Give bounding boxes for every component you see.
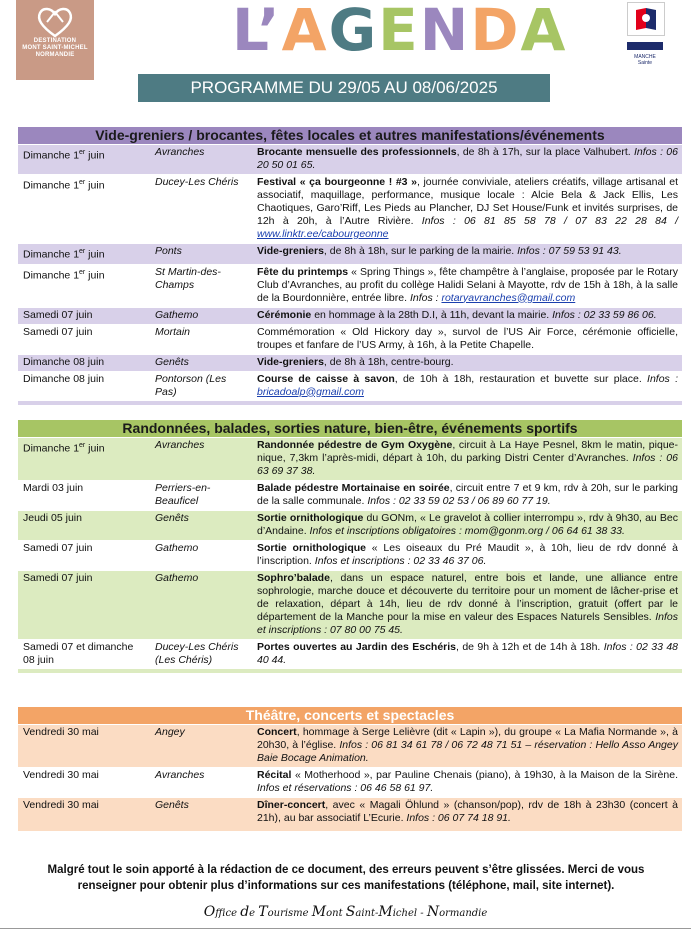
- events-table: [18, 437, 682, 669]
- section-title: Randonnées, balades, sorties nature, bien-être, événements sportifs: [18, 420, 682, 437]
- event-place: Avranches: [151, 438, 253, 481]
- event-description: [253, 175, 682, 244]
- event-info: Infos :: [647, 372, 678, 385]
- event-link[interactable]: www.linktr.ee/cabourgeonne: [257, 228, 389, 240]
- event-name: Randonnée pédestre de Gym Oxygène: [257, 439, 453, 451]
- event-info: Infos : 02 33 48 40 44.: [257, 641, 678, 666]
- table-row: [18, 640, 682, 670]
- event-info: Infos et inscriptions : 02 33 46 37 06.: [314, 555, 487, 567]
- table-row: [18, 175, 682, 244]
- event-details: , de 9h à 12h et de 14h à 18h.: [456, 641, 604, 653]
- title-letter: G: [328, 0, 379, 64]
- event-name: Course de caisse à savon: [257, 372, 395, 385]
- event-date: Vendredi 30 mai: [18, 725, 151, 768]
- table-row: [18, 264, 682, 307]
- event-info: Infos : 02 33 59 86 06.: [552, 308, 657, 321]
- event-info: Infos : 06 81 34 61 78 / 06 72 48 71 51 – réservation : Hello Asso Angey Baie Bocage Animation.: [257, 739, 678, 764]
- event-date: Vendredi 30 mai: [18, 798, 151, 828]
- event-place: Avranches: [151, 768, 253, 798]
- table-row: [18, 481, 682, 511]
- event-name: Concert: [257, 726, 297, 738]
- section-spectacles: [18, 707, 682, 831]
- event-date: Dimanche 08 juin: [18, 354, 151, 371]
- event-name: Balade pédestre Mortainaise en soirée: [257, 482, 450, 494]
- title-letter: ’: [257, 0, 282, 64]
- event-place: St Martin-des-Champs: [151, 264, 253, 307]
- event-name: Sophro’balade: [257, 572, 330, 584]
- events-table: [18, 724, 682, 827]
- event-date: Jeudi 05 juin: [18, 511, 151, 541]
- event-place: Gathemo: [151, 541, 253, 571]
- table-row: [18, 438, 682, 481]
- event-description: [253, 571, 682, 640]
- event-description: [253, 354, 682, 371]
- section-title: Vide-greniers / brocantes, fêtes locales et autres manifestations/événements: [18, 127, 682, 144]
- event-date: Dimanche 08 juin: [18, 371, 151, 401]
- event-description: [253, 145, 682, 175]
- partner-logos: [627, 2, 667, 80]
- section-randonnees: [18, 420, 682, 673]
- title-letter: E: [378, 0, 420, 64]
- event-description: [253, 725, 682, 768]
- section-end-bar: [18, 401, 682, 405]
- event-name: Vide-greniers: [257, 355, 324, 368]
- event-description: [253, 324, 682, 354]
- table-row: [18, 324, 682, 354]
- event-name: Festival « ça bourgeonne ! #3 »: [257, 176, 417, 188]
- event-details: « Spring Things », fête champêtre à l’anglaise, proposée par le Rotary Club d’Avranches, au profit du collège Halidi Selani à Mayotte, rdv de 15h à 18h, à la salle de la Bourdonnière, entrée libre.: [257, 265, 678, 304]
- event-details: du GONm, « Le gravelot à collier interrompu », rdv à 9h30, au Bec d’Andaine.: [257, 512, 678, 537]
- event-place: Genêts: [151, 511, 253, 541]
- event-info: Infos et inscriptions : 07 80 00 75 45.: [257, 611, 678, 636]
- event-place: Ponts: [151, 244, 253, 265]
- logo-line-1: DESTINATION: [33, 38, 77, 44]
- event-info: Infos :: [409, 291, 442, 304]
- disclaimer: Malgré tout le soin apporté à la rédaction de ce document, des erreurs peuvent s’être glissées. Merci de vous renseigner pour obtenir plus d’informations sur ces manifestations (téléphone, mail, site internet).: [47, 864, 645, 892]
- event-name: Sortie ornithologique: [257, 512, 364, 524]
- event-place: Avranches: [151, 145, 253, 175]
- section-end-bar: [18, 827, 682, 831]
- event-name: Fête du printemps: [257, 265, 349, 278]
- event-description: [253, 768, 682, 798]
- table-row: [18, 541, 682, 571]
- section-fetes: [18, 127, 682, 405]
- event-details: , avec « Magali Öhlund » (chanson/pop), rdv de 18h à 23h30 (concert à 21h), au bar associatif L’Ecurie.: [257, 799, 678, 824]
- event-date: Samedi 07 juin: [18, 571, 151, 640]
- title-letter: L: [232, 0, 258, 64]
- event-description: [253, 264, 682, 307]
- event-details: Commémoration « Old Hickory day », survol de l’US Air Force, cérémonie officielle, troupes et fanfare de l’US Army, à 16h, à la Petite Chapelle.: [257, 325, 678, 351]
- table-row: [18, 145, 682, 175]
- event-date: Samedi 07 juin: [18, 307, 151, 324]
- title-letter: A: [281, 0, 329, 64]
- logo-line-3: NORMANDIE: [35, 52, 75, 58]
- programme-banner: PROGRAMME DU 29/05 AU 08/06/2025: [138, 74, 550, 102]
- event-details: , circuit à La Haye Pesnel, 8km le matin, pique-nique, 7,3km l’après-midi, départ à 10h, du parking Distri Center d’Avranches.: [257, 439, 678, 464]
- event-date: Dimanche 1er juin: [18, 438, 151, 481]
- table-row: [18, 511, 682, 541]
- section-title: Théâtre, concerts et spectacles: [18, 707, 682, 724]
- partner-text-2: Sainte: [637, 60, 653, 66]
- event-place: Angey: [151, 725, 253, 768]
- event-place: Gathemo: [151, 571, 253, 640]
- event-name: Portes ouvertes au Jardin des Eschéris: [257, 641, 457, 653]
- event-date: Samedi 07 et dimanche 08 juin: [18, 640, 151, 670]
- event-description: [253, 307, 682, 324]
- event-date: Samedi 07 juin: [18, 541, 151, 571]
- event-details: « Motherhood », par Pauline Chenais (piano), à 19h30, à la Maison de la Sirène.: [291, 769, 678, 781]
- event-details: , de 8h à 18h, sur le parking de la mairie.: [323, 245, 518, 257]
- event-place: Mortain: [151, 324, 253, 354]
- table-row: [18, 571, 682, 640]
- title-letter: A: [520, 0, 568, 64]
- destination-logo: [16, 0, 94, 80]
- event-info: Infos et réservations : 06 46 58 61 97.: [257, 782, 434, 794]
- event-name: Brocante mensuelle des professionnels: [257, 146, 457, 158]
- event-info: Infos : 06 07 74 18 91.: [406, 812, 511, 824]
- event-date: Dimanche 1er juin: [18, 244, 151, 265]
- heart-logo-icon: [35, 4, 75, 38]
- event-info: Infos : 06 63 69 37 38.: [257, 452, 678, 477]
- event-date: Dimanche 1er juin: [18, 175, 151, 244]
- event-place: Genêts: [151, 354, 253, 371]
- manche-banner: [627, 42, 663, 50]
- event-name: Vide-greniers: [257, 245, 324, 257]
- event-date: Mardi 03 juin: [18, 481, 151, 511]
- event-description: [253, 438, 682, 481]
- event-name: Récital: [257, 769, 292, 781]
- event-details: , dans un espace naturel, entre bois et lande, une alliance entre sophrologie, marche douce et découverte du territoire pour un moment de lâcher-prise et de relaxation, départ à 14h, lieu de rdv donné à l’inscription, gratuit (offert par le département de la Manche pour la mise en valeur des Espaces Naturels Sensibles.: [257, 572, 678, 623]
- event-link[interactable]: bricadoalp@gmail.com: [257, 385, 364, 398]
- event-name: Cérémonie: [257, 308, 312, 321]
- event-details: , de 8h à 18h, centre-bourg.: [323, 355, 454, 368]
- events-table: [18, 144, 682, 401]
- event-date: Vendredi 30 mai: [18, 768, 151, 798]
- event-details: , de 8h à 17h, sur la place Valhubert.: [456, 146, 634, 158]
- agenda-title: [232, 0, 567, 64]
- event-details: en hommage à la 28th D.I, à 11h, devant la mairie.: [311, 308, 553, 321]
- event-place: Ducey-Les Chéris (Les Chéris): [151, 640, 253, 670]
- event-date: Dimanche 1er juin: [18, 264, 151, 307]
- event-date: Samedi 07 juin: [18, 324, 151, 354]
- event-place: Perriers-en-Beauficel: [151, 481, 253, 511]
- manche-logo: [627, 2, 665, 36]
- title-letter: N: [419, 0, 471, 64]
- event-description: [253, 481, 682, 511]
- event-name: Sortie ornithologique: [257, 542, 367, 554]
- event-description: [253, 244, 682, 265]
- partner-logo-text: [627, 54, 663, 80]
- event-details: « Les oiseaux du Pré Maudit », à 10h, lieu de rdv donné à l’inscription.: [257, 542, 678, 567]
- bottom-divider: [0, 928, 691, 929]
- event-date: Dimanche 1er juin: [18, 145, 151, 175]
- event-link[interactable]: rotaryavranches@gmail.com: [441, 291, 576, 304]
- event-place: Genêts: [151, 798, 253, 828]
- table-row: [18, 244, 682, 265]
- partner-text-1: MANCHE: [634, 54, 656, 60]
- event-details: , hommage à Serge Lelièvre (dit « Lapin »), du groupe « La Mafia Normande », à 20h30, à l’église.: [257, 726, 678, 751]
- section-end-bar: [18, 669, 682, 673]
- signature: Office de Tourisme Mont Saint-Michel - Normandie: [203, 904, 488, 920]
- event-info: Infos et inscriptions obligatoires : mom@gonm.org / 06 64 61 38 33.: [309, 525, 625, 537]
- event-place: Pontorson (Les Pas): [151, 371, 253, 401]
- event-details: , de 10h à 18h, restauration et buvette sur place.: [394, 372, 648, 385]
- table-row: [18, 307, 682, 324]
- manche-emblem-icon: [632, 6, 660, 32]
- table-row: [18, 371, 682, 401]
- event-details: , journée conviviale, ateliers créatifs, village artisanal et associatif, maquillage, performance, musique locale : Alcie Bela & Jack Ellis, Les Chaotiques, Garo’Riff, Les Pieds au Plancher, DJ Set House/Funk et invités surprises, de 12h à 20h, à l’Autre Rivière.: [257, 176, 678, 227]
- logo-line-2: MONT SAINT-MICHEL: [22, 45, 88, 51]
- event-info: Infos : 06 20 50 01 65.: [257, 146, 678, 171]
- event-description: [253, 371, 682, 401]
- event-description: [253, 798, 682, 828]
- event-info: Infos : 02 33 59 02 53 / 06 89 60 77 19.: [367, 495, 551, 507]
- title-letter: D: [470, 0, 521, 64]
- table-row: [18, 354, 682, 371]
- table-row: [18, 725, 682, 768]
- event-place: Ducey-Les Chéris: [151, 175, 253, 244]
- event-name: Dîner-concert: [257, 799, 326, 811]
- event-description: [253, 511, 682, 541]
- event-place: Gathemo: [151, 307, 253, 324]
- table-row: [18, 798, 682, 828]
- event-description: [253, 640, 682, 670]
- table-row: [18, 768, 682, 798]
- event-info: Infos : 06 81 85 58 78 / 07 83 22 28 84 /: [421, 215, 678, 227]
- event-details: , circuit entre 7 et 9 km, rdv à 20h, sur le parking de la salle communale.: [257, 482, 678, 507]
- event-info: Infos : 07 59 53 91 43.: [517, 245, 622, 257]
- event-description: [253, 541, 682, 571]
